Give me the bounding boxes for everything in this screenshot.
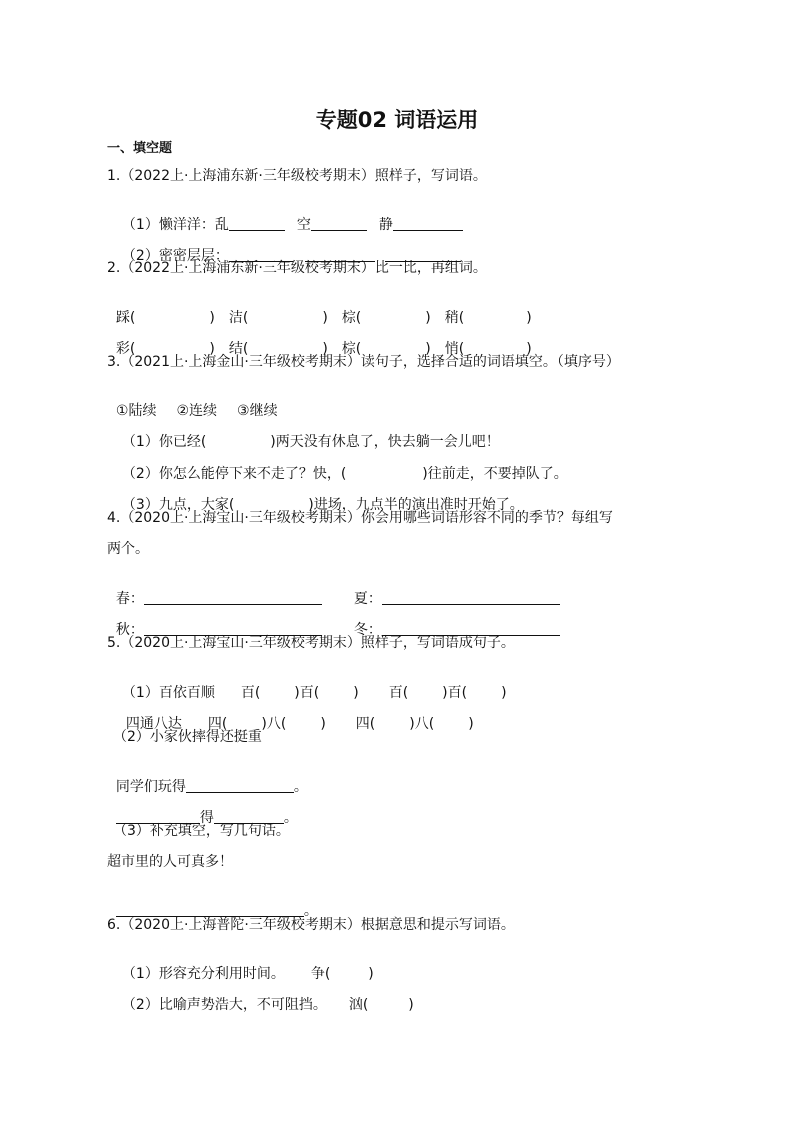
hint-char: 争( bbox=[310, 966, 331, 982]
paren-close: ) bbox=[322, 341, 328, 357]
sentence-text: 得 bbox=[199, 810, 214, 826]
paren-close: ) bbox=[209, 310, 215, 326]
paren-open: 悄( bbox=[444, 341, 465, 357]
fill-text: ) bbox=[353, 685, 359, 701]
sentence-text: 同学们玩得 bbox=[115, 779, 186, 795]
q2-stem: 2.（2022上·上海浦东新·三年级校考期末）比一比，再组词。 bbox=[107, 260, 487, 276]
hint-char: 汹( bbox=[348, 997, 369, 1013]
paren-open: 彩( bbox=[115, 341, 136, 357]
q6-stem: 6.（2020上·上海普陀·三年级校考期末）根据意思和提示写词语。 bbox=[107, 917, 515, 933]
season-label: 秋： bbox=[115, 622, 144, 638]
fill-text: 百( bbox=[388, 685, 409, 701]
fill-text: )八( bbox=[409, 716, 435, 732]
fill-text: ) bbox=[501, 685, 507, 701]
paren-close: ) bbox=[408, 997, 414, 1013]
q4-stem: 4.（2020上·上海宝山·三年级校考期末）你会用哪些词语形容不同的季节？每组写 bbox=[107, 510, 613, 526]
paren-close: ) bbox=[368, 966, 374, 982]
paren-open: 棕( bbox=[341, 310, 362, 326]
fill-text: )百( bbox=[294, 685, 320, 701]
q6-line2 bbox=[113, 978, 414, 1014]
q5-part3-answer bbox=[107, 884, 318, 920]
q1-label2: （2）密密层层： bbox=[121, 248, 229, 264]
paren-close: ) bbox=[526, 341, 532, 357]
q4-stem-cont: 两个。 bbox=[107, 541, 149, 557]
paren-close: ) bbox=[209, 341, 215, 357]
q1-word3: 静 bbox=[378, 217, 393, 233]
paren-open: 踩( bbox=[115, 310, 136, 326]
definition-text: （2）比喻声势浩大，不可阻挡。 bbox=[121, 997, 327, 1013]
q5-part3-line: 超市里的人可真多！ bbox=[107, 854, 233, 870]
punctuation: 。 bbox=[293, 779, 308, 795]
section-heading: 一、填空题 bbox=[107, 141, 173, 156]
q5-part3-label: （3）补充填空，写几句话。 bbox=[113, 823, 290, 839]
sentence-text: )进场，九点半的演出准时开始了。 bbox=[308, 497, 524, 513]
q3-sentence1 bbox=[113, 415, 500, 451]
option-3: ③继续 bbox=[237, 403, 278, 419]
fill-text: )八( bbox=[261, 716, 287, 732]
example-word: 四通八达 bbox=[125, 716, 182, 732]
q1-word2: 空 bbox=[296, 217, 311, 233]
fill-text: ) bbox=[320, 716, 326, 732]
paren-close: ) bbox=[425, 341, 431, 357]
definition-text: （1）形容充分利用时间。 bbox=[121, 966, 285, 982]
fill-text: ) bbox=[468, 716, 474, 732]
sentence-text: （3）九点，大家( bbox=[121, 497, 235, 513]
q5-part2-label: （2）小家伙摔得还挺重 bbox=[113, 729, 262, 745]
punctuation: 。 bbox=[283, 810, 298, 826]
q5-stem: 5.（2020上·上海宝山·三年级校考期末）照样子，写词语成句子。 bbox=[107, 635, 515, 651]
option-1: ①陆续 bbox=[115, 403, 157, 419]
sentence-text: )两天没有休息了，快去躺一会儿吧！ bbox=[270, 434, 500, 450]
paren-close: ) bbox=[322, 310, 328, 326]
paren-open: 稍( bbox=[444, 310, 465, 326]
fill-text: )百( bbox=[442, 685, 468, 701]
option-2: ②连续 bbox=[176, 403, 218, 419]
fill-text: 百( bbox=[240, 685, 261, 701]
page-title: 专题02 词语运用 bbox=[315, 108, 479, 132]
blank[interactable] bbox=[116, 902, 304, 917]
paren-close: ) bbox=[526, 310, 532, 326]
paren-open: 结( bbox=[228, 341, 249, 357]
paren-open: 棕( bbox=[341, 341, 362, 357]
season-label: 冬： bbox=[353, 622, 382, 638]
sentence-text: （1）你已经( bbox=[121, 434, 207, 450]
punctuation: 。 bbox=[303, 903, 318, 919]
sentence-text: （2）你怎么能停下来不走了？快，( bbox=[121, 466, 347, 482]
q1-stem: 1.（2022上·上海浦东新·三年级校考期末）照样子，写词语。 bbox=[107, 168, 487, 184]
q3-stem: 3.（2021上·上海金山·三年级校考期末）读句子，选择合适的词语填空。（填序号） bbox=[107, 354, 620, 370]
q1-label: （1）懒洋洋：乱 bbox=[121, 217, 229, 233]
season-label: 夏： bbox=[353, 591, 382, 607]
fill-text: 四( bbox=[207, 716, 228, 732]
paren-close: ) bbox=[425, 310, 431, 326]
fill-text: 四( bbox=[355, 716, 376, 732]
sentence-text: )往前走，不要掉队了。 bbox=[422, 466, 568, 482]
example-word: （1）百依百顺 bbox=[121, 685, 215, 701]
paren-open: 洁( bbox=[228, 310, 249, 326]
season-label: 春： bbox=[115, 591, 144, 607]
